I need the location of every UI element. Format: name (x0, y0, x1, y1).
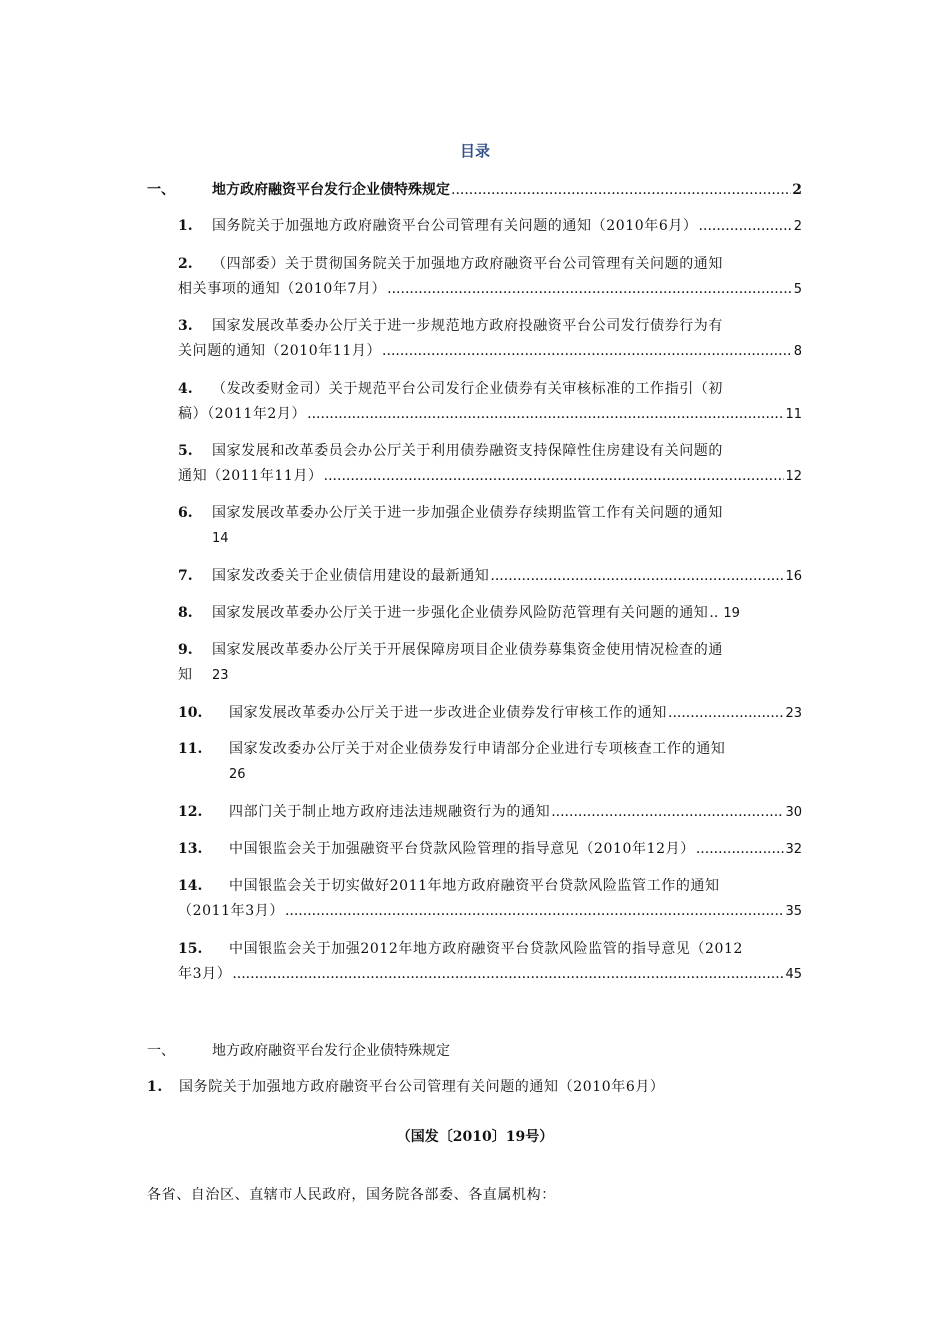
toc-leader-dots (699, 214, 793, 239)
toc-page-number: 11 (785, 407, 802, 422)
toc-entry-title: 国家发展改革委办公厅关于开展保障房项目企业债券募集资金使用情况检查的通 (212, 642, 723, 658)
toc-page-number: 30 (785, 805, 802, 820)
toc-entry[interactable] (178, 800, 802, 825)
toc-section-entry[interactable] (147, 180, 802, 200)
toc-entry-title: 国家发展和改革委员会办公厅关于利用债券融资支持保障性住房建设有关问题的 (212, 443, 723, 459)
toc-page-number: 45 (785, 967, 802, 982)
toc-entry-title: 国务院关于加强地方政府融资平台公司管理有关问题的通知（2010年6月） (212, 218, 698, 234)
toc-entry-title-cont: 关问题的通知（2010年11月） (178, 343, 382, 359)
toc-entry[interactable] (178, 638, 802, 688)
toc-leader-dots (382, 339, 793, 364)
section-number: 一、 (147, 1043, 175, 1059)
toc-entry[interactable] (178, 214, 802, 239)
toc-entry-title: 国家发展改革委办公厅关于进一步规范地方政府投融资平台公司发行债券行为有 (212, 318, 723, 334)
toc-entry-number: 9. (178, 642, 193, 658)
subsection-heading (147, 1077, 665, 1097)
toc-entry-title-cont: （2011年3月） (178, 903, 284, 919)
toc-entry-number: 5. (178, 443, 193, 459)
toc-leader-dots (285, 899, 785, 924)
toc-page-number: 23 (785, 706, 802, 721)
toc-entry-number: 1. (178, 218, 193, 234)
section-heading (147, 1041, 450, 1061)
toc-entry[interactable] (178, 874, 802, 924)
toc-entry[interactable] (178, 737, 802, 787)
toc-page-number: 19 (723, 606, 740, 621)
toc-entry-title: 四部门关于制止地方政府违法违规融资行为的通知 (229, 804, 551, 820)
toc-entry[interactable] (178, 937, 802, 987)
document-number: （国发〔2010〕19号） (396, 1129, 554, 1145)
toc-leader-dots (668, 701, 784, 726)
toc-section-title: 地方政府融资平台发行企业债特殊规定 (212, 182, 450, 198)
toc-page-number: 12 (785, 469, 802, 484)
toc-leader-dots (232, 962, 784, 987)
toc-leader-dots (451, 180, 791, 200)
toc-entry-number: 8. (178, 605, 193, 621)
toc-entry-title-cont: 知 (178, 667, 193, 683)
toc-entry[interactable] (178, 837, 802, 862)
toc-entry[interactable] (178, 564, 802, 589)
toc-page-number: 16 (785, 569, 802, 584)
toc-entry-title: 中国银监会关于加强融资平台贷款风险管理的指导意见（2010年12月） (229, 841, 695, 857)
toc-entry-title-cont: 年3月） (178, 966, 232, 982)
toc-entry[interactable] (178, 601, 802, 626)
toc-entry-title: 国家发展改革委办公厅关于进一步强化企业债券风险防范管理有关问题的通知 (212, 605, 709, 621)
toc-page-number: 35 (785, 904, 802, 919)
addressee-line: 各省、自治区、直辖市人民政府，国务院各部委、各直属机构： (147, 1187, 556, 1203)
toc-page-number: 2 (793, 219, 802, 234)
subsection-number: 1. (147, 1079, 163, 1095)
toc-entry[interactable] (178, 314, 802, 364)
toc-page-number: 32 (785, 842, 802, 857)
toc-entry-number: 3. (178, 318, 193, 334)
toc-page-number: 5 (793, 282, 802, 297)
toc-leader-dots (324, 464, 785, 489)
toc-leader-dots (709, 601, 719, 626)
section-title: 地方政府融资平台发行企业债特殊规定 (212, 1043, 450, 1059)
toc-leader-dots (490, 564, 784, 589)
subsection-title: 国务院关于加强地方政府融资平台公司管理有关问题的通知（2010年6月） (179, 1079, 665, 1095)
toc-entry-number: 7. (178, 568, 193, 584)
toc-entry-number: 6. (178, 505, 193, 521)
toc-entry-number: 2. (178, 256, 193, 272)
toc-leader-dots (696, 837, 785, 862)
toc-leader-dots (387, 277, 793, 302)
toc-entry-title: （发改委财金司）关于规范平台公司发行企业债券有关审核标准的工作指引（初 (212, 381, 723, 397)
toc-entry-title: 国家发改委关于企业债信用建设的最新通知 (212, 568, 490, 584)
toc-entry-title: 中国银监会关于切实做好2011年地方政府融资平台贷款风险监管工作的通知 (229, 878, 720, 894)
toc-entry[interactable] (178, 252, 802, 302)
toc-entry-number: 13. (178, 841, 203, 857)
toc-page-number: 2 (792, 182, 802, 198)
toc-entry-number: 11. (178, 741, 203, 757)
toc-entry-title-cont: 稿）（2011年2月） (178, 406, 307, 422)
toc-entry-title: （四部委）关于贯彻国务院关于加强地方政府融资平台公司管理有关问题的通知 (212, 256, 723, 272)
toc-section-number: 一、 (147, 182, 175, 198)
toc-entry-title: 国家发展改革委办公厅关于进一步加强企业债券存续期监管工作有关问题的通知 (212, 505, 723, 521)
toc-leader-dots (307, 402, 784, 427)
toc-entry-number: 12. (178, 804, 203, 820)
toc-entry-title: 国家发展改革委办公厅关于进一步改进企业债券发行审核工作的通知 (229, 705, 667, 721)
toc-entry-number: 4. (178, 381, 193, 397)
toc-page-number: 23 (212, 668, 229, 683)
toc-leader-dots (551, 800, 784, 825)
toc-title: 目录 (459, 142, 490, 160)
toc-entry-number: 15. (178, 941, 203, 957)
toc-page-number: 14 (212, 531, 229, 546)
toc-entry[interactable] (178, 377, 802, 427)
toc-entry-title-cont: 通知（2011年11月） (178, 468, 323, 484)
toc-entry-title: 中国银监会关于加强2012年地方政府融资平台贷款风险监管的指导意见（2012 (229, 941, 744, 957)
toc-page-number: 26 (229, 767, 246, 782)
toc-entry-number: 14. (178, 878, 203, 894)
toc-entry-title-cont: 相关事项的通知（2010年7月） (178, 281, 387, 297)
toc-entry[interactable] (178, 501, 802, 551)
toc-entry-number: 10. (178, 705, 203, 721)
toc-entry[interactable] (178, 439, 802, 489)
toc-entry[interactable] (178, 701, 802, 726)
toc-page-number: 8 (793, 344, 802, 359)
toc-entry-title: 国家发改委办公厅关于对企业债券发行申请部分企业进行专项核查工作的通知 (229, 741, 726, 757)
